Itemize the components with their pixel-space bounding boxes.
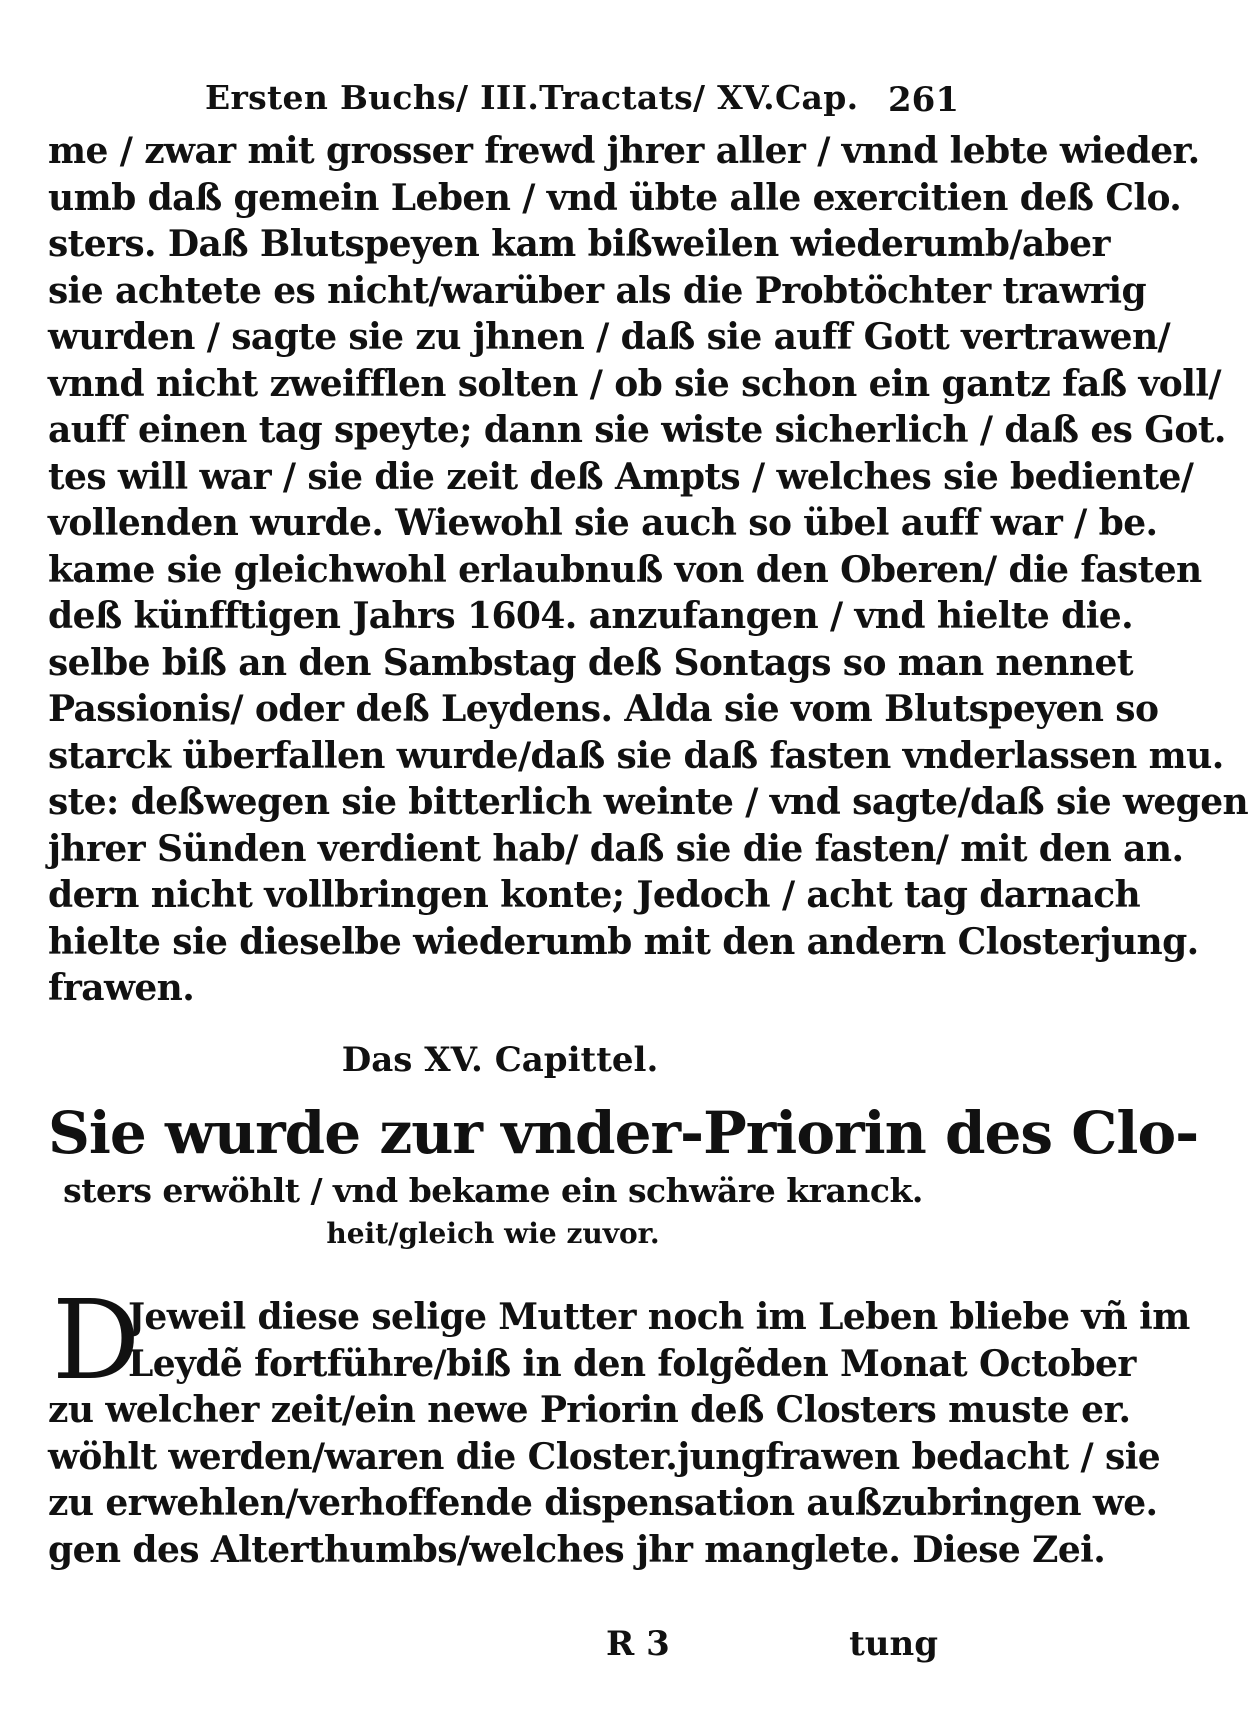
text-line: Leydẽ fortführe/biß in den folgẽden Monat October — [128, 1342, 1136, 1385]
text-line: zu erwehlen/verhoffende dispensation außzubringen we. — [48, 1482, 1158, 1524]
text-line: jhrer Sünden verdient hab/ daß sie die fasten/ mit den an. — [48, 827, 1184, 870]
text-line: Jeweil diese selige Mutter noch im Leben bliebe vñ im — [128, 1296, 1190, 1338]
text-line: tes will war / sie die zeit deß Ampts / welches sie bediente/ — [48, 455, 1194, 498]
chapter-title-line: heit/gleich wie zuvor. — [326, 1217, 660, 1250]
body-paragraph — [48, 128, 1248, 1012]
text-line: auff einen tag speyte; dann sie wiste sicherlich / daß es Got. — [48, 409, 1226, 451]
text-line: starck überfallen wurde/daß sie daß fasten vnderlassen mu. — [48, 734, 1224, 777]
text-line: sters. Daß Blutspeyen kam bißweilen wiederumb/aber — [48, 223, 1110, 265]
text-line: kame sie gleichwohl erlaubnuß von den Oberen/ die fasten — [48, 548, 1202, 591]
text-line: vollenden wurde. Wiewohl sie auch so übel auff war / be. — [48, 502, 1158, 544]
text-line: me / zwar mit grosser frewd jhrer aller / vnnd lebte wieder. — [48, 130, 1200, 172]
signature-mark: R 3 — [606, 1624, 670, 1664]
page-footer — [48, 1624, 938, 1670]
chapter-title-line: sters erwöhlt / vnd bekame ein schwäre kranck. — [63, 1171, 923, 1210]
catchword: tung — [849, 1624, 938, 1664]
text-line: ste: deßwegen sie bitterlich weinte / vnd sagte/daß sie wegen — [48, 781, 1248, 823]
drop-cap-initial: D — [52, 1276, 141, 1404]
text-line: Passionis/ oder deß Leydens. Alda sie vom Blutspeyen so — [48, 688, 1159, 730]
body-paragraph — [48, 1294, 1190, 1573]
text-line: zu welcher zeit/ein newe Priorin deß Closters muste er. — [48, 1389, 1131, 1431]
page-number: 261 — [888, 80, 959, 120]
text-line: selbe biß an den Sambstag deß Sontags so man nennet — [48, 641, 1133, 684]
text-line: wöhlt werden/waren die Closter.jungfrawen bedacht / sie — [48, 1435, 1161, 1478]
chapter-label: Das XV. Capittel. — [341, 1040, 659, 1080]
text-line: wurden / sagte sie zu jhnen / daß sie auff Gott vertrawen/ — [48, 316, 1171, 358]
chapter-title — [48, 1098, 1199, 1254]
text-line: vnnd nicht zweifflen solten / ob sie schon ein gantz faß voll/ — [48, 362, 1221, 405]
text-line: sie achtete es nicht/warüber als die Probtöchter trawrig — [48, 269, 1147, 312]
text-line: umb daß gemein Leben / vnd übte alle exercitien deß Clo. — [48, 176, 1182, 219]
text-line: dern nicht vollbringen konte; Jedoch / acht tag darnach — [48, 874, 1141, 916]
chapter-title-line: Sie wurde zur vnder-Priorin des Clo- — [48, 1099, 1199, 1167]
text-line: frawen. — [48, 967, 195, 1009]
text-line: hielte sie dieselbe wiederumb mit den andern Closterjung. — [48, 920, 1199, 963]
running-head: Ersten Buchs/ III.Tractats/ XV.Cap. — [205, 78, 859, 117]
text-line: deß künfftigen Jahrs 1604. anzufangen / vnd hielte die. — [48, 595, 1134, 637]
text-line: gen des Alterthumbs/welches jhr manglete. Diese Zei. — [48, 1528, 1106, 1571]
